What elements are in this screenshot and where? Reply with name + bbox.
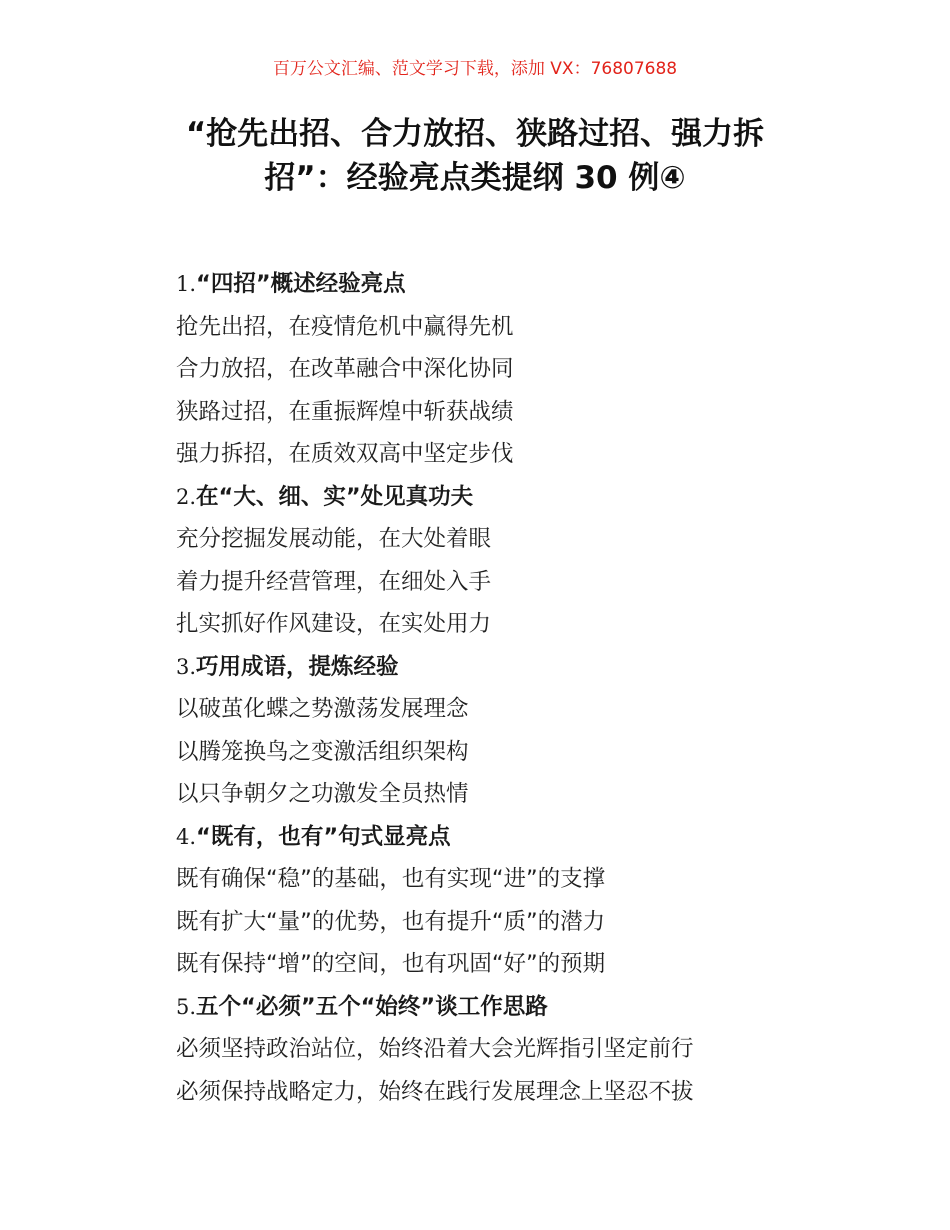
body-line: 充分挖掘发展动能，在大处着眼 [176, 526, 492, 552]
body-line: 以只争朝夕之功激发全员热情 [176, 781, 469, 807]
section-heading-4 [176, 816, 876, 859]
section-heading-5 [176, 986, 876, 1029]
body-line: 以腾笼换鸟之变激活组织架构 [176, 738, 469, 765]
section-heading-3 [176, 646, 876, 689]
section-number: 4. [176, 824, 197, 849]
section-number: 1. [176, 272, 197, 296]
section-heading-text: 巧用成语，提炼经验 [196, 653, 399, 680]
body-line: 必须保持战略定力，始终在践行发展理念上坚忍不拔 [176, 1078, 694, 1105]
section-heading-text: 五个“必须”五个“始终”谈工作思路 [196, 993, 548, 1020]
body-line: 必须坚持政治站位，始终沿着大会光辉指引坚定前行 [176, 1036, 694, 1062]
section-number: 5. [176, 994, 197, 1019]
section-heading-1 [176, 263, 876, 306]
section-heading-text: “四招”概述经验亮点 [196, 271, 406, 297]
body-line: 既有扩大“量”的优势，也有提升“质”的潜力 [176, 908, 606, 935]
body-line: 既有保持“增”的空间，也有巩固“好”的预期 [176, 951, 606, 977]
body-line: 以破茧化蝶之势激荡发展理念 [176, 696, 469, 722]
header-promo-note: 百万公文汇编、范文学习下载，添加 VX：76807688 [272, 59, 678, 79]
body-line: 合力放招，在改革融合中深化协同 [176, 356, 514, 382]
section-number: 2. [176, 484, 197, 509]
section-heading-text: 在“大、细、实”处见真功夫 [196, 483, 474, 510]
document-title [60, 112, 890, 200]
body-line: 抢先出招，在疫情危机中赢得先机 [176, 313, 514, 340]
title-line-1: “抢先出招、合力放招、狭路过招、强力拆 [185, 116, 765, 152]
section-heading-2 [176, 476, 876, 519]
section-heading-text: “既有，也有”句式显亮点 [196, 823, 451, 850]
body-line: 既有确保“稳”的基础，也有实现“进”的支撑 [176, 866, 606, 892]
body-line: 强力拆招，在质效双高中坚定步伐 [176, 441, 514, 467]
body-line: 扎实抓好作风建设，在实处用力 [176, 611, 492, 637]
body-line: 着力提升经营管理，在细处入手 [176, 568, 492, 595]
section-number: 3. [176, 654, 197, 679]
title-line-2: 招”：经验亮点类提纲 30 例④ [264, 160, 686, 196]
document-body [176, 263, 876, 1113]
body-line: 狭路过招，在重振辉煌中斩获战绩 [176, 398, 514, 425]
